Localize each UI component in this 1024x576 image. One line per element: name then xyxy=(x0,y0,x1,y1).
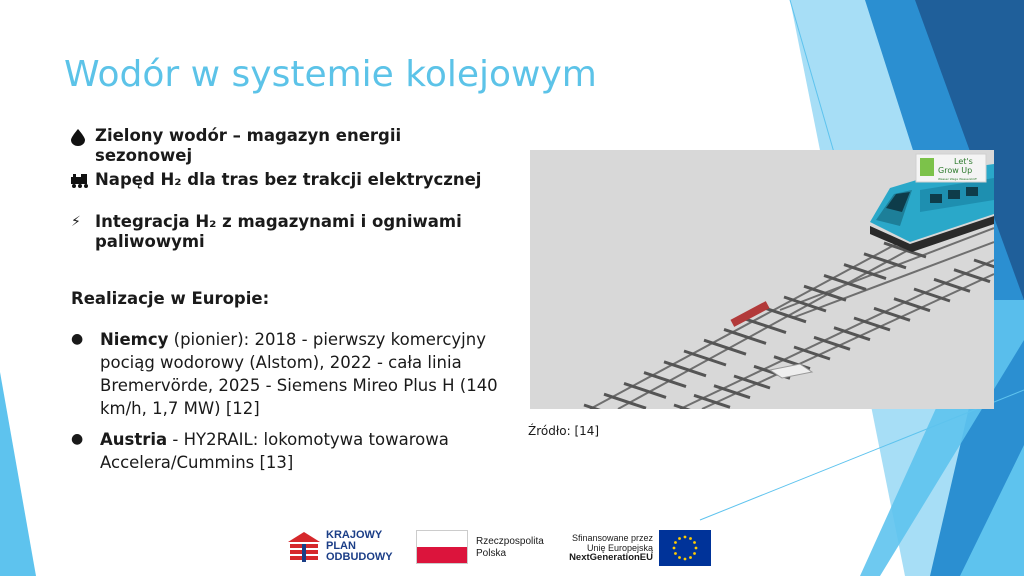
list-item-detail: (pionier): 2018 - pierwszy komercyjny pociąg wodorowy (Alstom), 2022 - cała linia Bremervörde, 2025 - Siemens Mireo Plus H (140 km/h, 1,7 MW) [12] xyxy=(100,330,498,418)
list-item xyxy=(71,428,511,474)
kpo-logo xyxy=(288,528,393,564)
list-item-detail: - HY2RAIL: lokomotywa towarowa Accelera/Cummins [13] xyxy=(100,430,449,472)
rp-text xyxy=(476,536,544,560)
image-source-caption: Źródło: [14] xyxy=(528,424,600,438)
kpo-line1: KRAJOWY xyxy=(326,528,383,541)
top-bullet-item xyxy=(71,212,471,252)
top-bullet-text: Zielony wodór – magazyn energii sezonowej xyxy=(95,126,402,165)
top-bullet-item xyxy=(71,126,501,166)
list-item-text xyxy=(100,328,511,420)
country-name: Niemcy xyxy=(100,330,169,349)
footer-logos xyxy=(0,520,1024,576)
train-icon xyxy=(71,170,95,193)
eu-line2: Unię Europejską xyxy=(586,543,653,553)
section-heading: Realizacje w Europie: xyxy=(71,289,270,308)
list-item xyxy=(71,328,511,420)
bullet-dot: ● xyxy=(71,331,84,347)
sign-line1: Let's xyxy=(954,157,973,166)
bullet-dot: ● xyxy=(71,431,84,447)
kpo-line3: ODBUDOWY xyxy=(326,550,393,563)
kpo-emblem-icon xyxy=(288,528,320,564)
eu-funding-text xyxy=(548,533,653,563)
kpo-line2: PLAN xyxy=(326,539,356,552)
country-name: Austria xyxy=(100,430,168,449)
list-item-text xyxy=(100,428,511,474)
eu-line3: NextGenerationEU xyxy=(569,552,653,563)
eu-flag-icon xyxy=(659,530,711,566)
sign-line2: Grow Up xyxy=(938,166,973,175)
sign-line3: Wasser Wege Wasserstoff xyxy=(938,177,977,181)
countries-list xyxy=(71,328,511,474)
rp-line1: Rzeczpospolita xyxy=(476,536,544,547)
eu-line1: Sfinansowane przez xyxy=(571,533,653,543)
poland-flag-icon xyxy=(416,530,468,564)
drop-icon xyxy=(71,126,95,151)
top-bullet-item xyxy=(71,170,481,193)
top-bullet-text: Napęd H₂ dla tras bez trakcji elektrycznej xyxy=(95,170,482,189)
top-bullet-text: Integracja H₂ z magazynami i ogniwami paliwowymi xyxy=(95,212,462,251)
lightning-icon: ⚡ xyxy=(71,214,81,230)
rp-line2: Polska xyxy=(476,548,507,559)
train-render-image xyxy=(530,150,994,409)
slide-title: Wodór w systemie kolejowym xyxy=(64,54,597,95)
kpo-text xyxy=(326,530,393,563)
